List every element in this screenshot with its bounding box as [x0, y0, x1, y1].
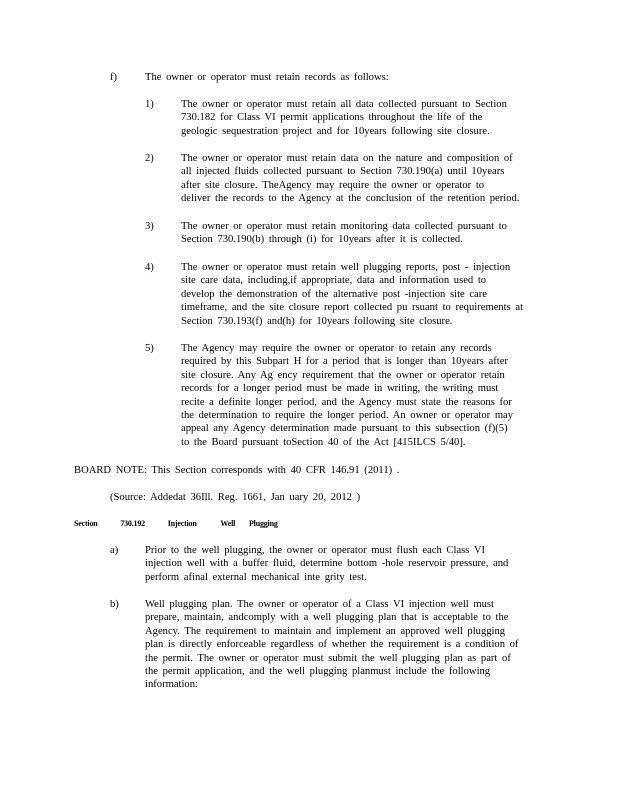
text-line: site closure. Any Ag ency requirement that the owner or operator retain [181, 369, 505, 381]
board-note: BOARD NOTE: This Section corresponds with 40 CFR 146.91 (2011) . [74, 465, 400, 476]
text-line: appeal any Agency determination made pursuant to this subsection (f)(5) [181, 423, 508, 435]
paragraph-f-4 [181, 261, 523, 328]
text-line: Section 730.193(f) and(h) for 10years following site closure. [181, 315, 453, 327]
text-line: Agency. The requirement to maintain and implement an approved well plugging [145, 625, 506, 637]
paragraph-f-5 [181, 342, 513, 449]
section-number: 730.192 [120, 519, 145, 528]
list-marker-b: b) [110, 599, 119, 610]
text-line: geologic sequestration project and for 10years following site closure. [181, 125, 490, 137]
text-line: site care data, including,if appropriate, data and information used to [181, 275, 487, 287]
list-marker-4: 4) [145, 262, 154, 273]
text-line: The owner or operator must retain monitoring data collected pursuant to [181, 221, 507, 232]
text-line: injection well with a buffer fluid, determine bottom -hole reservoir pressure, and [145, 558, 509, 570]
text-line: The owner or operator must retain data on the nature and composition of [181, 153, 513, 164]
section-f-intro: The owner or operator must retain records as follows: [145, 72, 389, 83]
text-line: records for a longer period must be made in writing, the writing must [181, 383, 499, 395]
text-line: plan is directly enforceable regardless of whether the requirement is a condition of [145, 639, 519, 651]
text-line: the permit application, and the well plugging planmust include the following [145, 666, 491, 678]
text-line: The owner or operator must retain all data collected pursuant to Section [181, 99, 507, 110]
text-line: the determination to require the longer period. An owner or operator may [181, 410, 514, 422]
text-line: Well plugging plan. The owner or operator of a Class VI injection well must [145, 599, 494, 610]
list-marker-a: a) [110, 545, 119, 556]
text-line: prepare, maintain, andcomply with a well plugging plan that is acceptable to the [145, 612, 509, 624]
section-label: Section [74, 519, 98, 528]
paragraph-f-3 [181, 220, 507, 247]
text-line: The Agency may require the owner or operator to retain any records [181, 343, 492, 354]
source-note: (Source: Addedat 36Ill. Reg. 1661, Jan uary 20, 2012 ) [110, 492, 361, 503]
list-marker-3: 3) [145, 221, 154, 232]
text-line: perform afinal external mechanical inte grity test. [145, 571, 367, 583]
list-marker-f: f) [110, 72, 118, 83]
section-title-word: Injection [167, 519, 197, 528]
paragraph-f-1 [181, 98, 507, 138]
list-marker-1: 1) [145, 99, 154, 110]
section-heading [74, 518, 278, 530]
section-title-word: Well [220, 519, 236, 528]
text-line: recite a definite longer period, and the Agency must state the reasons for [181, 396, 512, 408]
text-line: required by this Subpart H for a period that is longer than 10years after [181, 356, 508, 368]
paragraph-f-2 [181, 152, 519, 206]
text-line: Prior to the well plugging, the owner or operator must flush each Class VI [145, 545, 486, 556]
text-line: the permit. The owner or operator must submit the well plugging plan as part of [145, 652, 511, 664]
text-line: Section 730.190(b) through (i) for 10years after it is collected. [181, 234, 463, 246]
text-line: deliver the records to the Agency at the conclusion of the retention period. [181, 193, 520, 205]
list-marker-5: 5) [145, 343, 154, 354]
text-line: timeframe, and the site closure report collected pu rsuant to requirements at [181, 302, 524, 314]
text-line: 730.182 for Class VI permit applications throughout the life of the [181, 112, 483, 124]
text-line: all injected fluids collected pursuant to Section 730.190(a) until 10years [181, 166, 505, 178]
paragraph-192-a [145, 544, 508, 584]
list-marker-2: 2) [145, 153, 154, 164]
text-line: develop the demonstration of the alternative post -injection site care [181, 288, 487, 300]
text-line: after site closure. TheAgency may require the owner or operator to [181, 179, 485, 191]
text-line: The owner or operator must retain well plugging reports, post - injection [181, 262, 511, 273]
paragraph-192-b [145, 598, 518, 692]
section-title-word: Plugging [249, 519, 278, 528]
text-line: to the Board pursuant toSection 40 of the Act [415ILCS 5/40]. [181, 436, 466, 448]
text-line: information: [145, 679, 198, 691]
